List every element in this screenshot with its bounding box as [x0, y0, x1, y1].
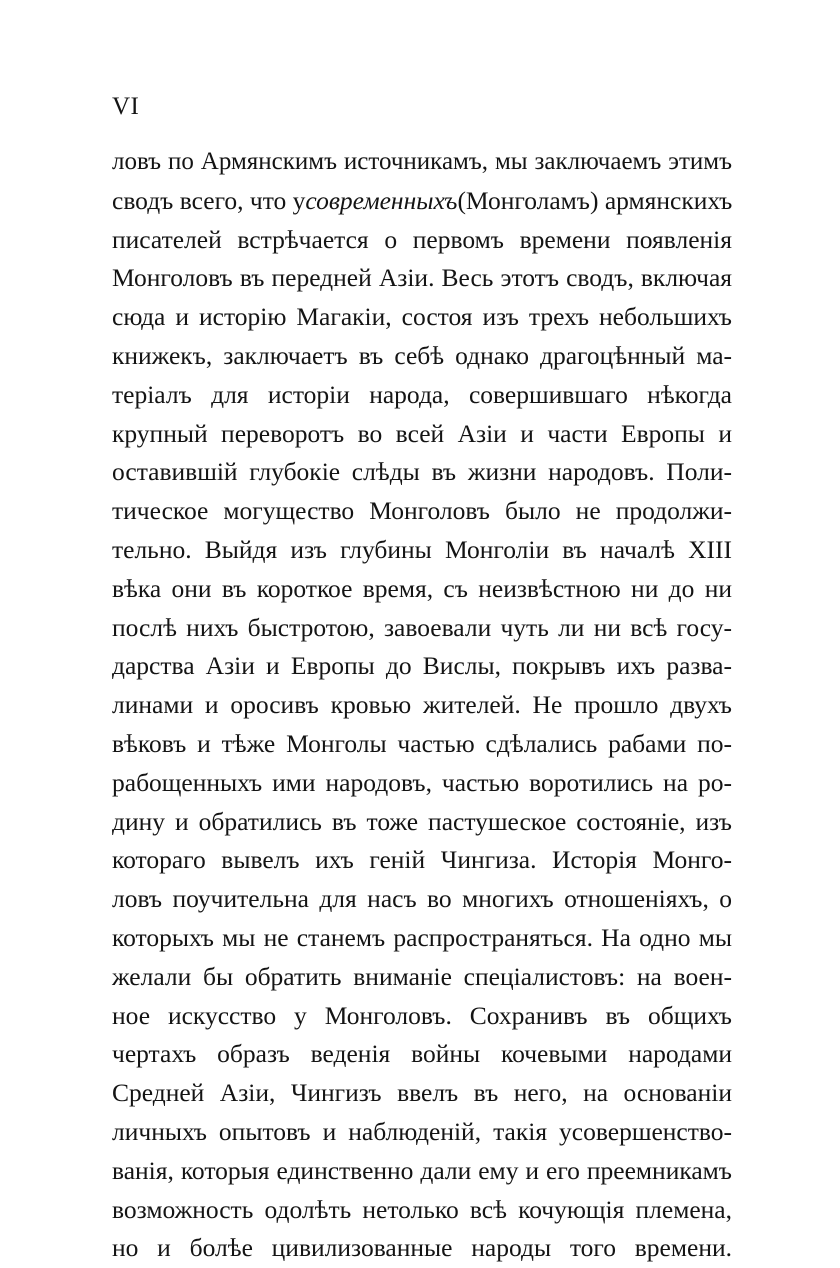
text-line	[112, 182, 732, 221]
text-line: писателей встрѣчается о первомъ времени появленія	[112, 224, 732, 254]
text-line: ванія, которыя единственно дали ему и его преемникамъ	[112, 1155, 732, 1185]
text-line: ное искусство у Монголовъ. Сохранивъ въ общихъ	[112, 1000, 732, 1030]
text-line: ловъ поучительна для насъ во многихъ отношеніяхъ, о	[112, 884, 732, 914]
text-line: которыхъ мы не станемъ распространяться. На одно мы	[112, 922, 732, 952]
text-line: крупный переворотъ во всей Азіи и части Европы и	[112, 418, 732, 448]
body-text	[112, 143, 732, 1268]
text-line: линами и оросивъ кровью жителей. Не прошло двухъ	[112, 690, 732, 720]
text-line: ловъ по Армянскимъ источникамъ, мы заключаемъ этимъ	[112, 148, 732, 175]
text-line: вѣковъ и тѣже Монголы частью сдѣлались рабами по-	[112, 728, 732, 758]
text-line: тическое могущество Монголовъ было не продолжи-	[112, 496, 732, 526]
text-segment: (Монголамъ) армянскихъ	[457, 185, 733, 215]
text-line: рабощенныхъ ими народовъ, частью воротились на ро-	[112, 767, 732, 797]
page-number: VI	[112, 93, 140, 120]
text-line: оставившій глубокіе слѣды въ жизни народовъ. Поли-	[112, 457, 732, 487]
text-line: Монголовъ въ передней Азіи. Весь этотъ сводъ, включая	[112, 263, 732, 293]
text-line: сюда и исторію Магакіи, состоя изъ трехъ небольшихъ	[112, 302, 732, 332]
text-line: но и болѣе цивилизованные народы того времени.	[112, 1233, 732, 1263]
text-line: послѣ нихъ быстротою, завоевали чуть ли ни всѣ госу-	[112, 612, 732, 642]
text-line: котораго вывелъ ихъ геній Чингиза. Исторія Монго-	[112, 845, 732, 875]
text-line: желали бы обратить вниманіе спеціалистовъ: на воен-	[112, 961, 732, 991]
text-line: тельно. Выйдя изъ глубины Монголіи въ началѣ XIII	[112, 534, 732, 564]
text-line: личныхъ опытовъ и наблюденій, такія усовершенство-	[112, 1116, 732, 1146]
text-line: возможность одолѣть нетолько всѣ кочующія племена,	[112, 1194, 732, 1224]
text-line: теріалъ для исторіи народа, совершившаго нѣкогда	[112, 379, 732, 409]
text-segment: сводъ всего, что у	[112, 185, 306, 215]
italic-word: современныхъ	[305, 185, 458, 215]
text-line: Средней Азіи, Чингизъ ввелъ въ него, на основаніи	[112, 1078, 732, 1108]
text-line: вѣка они въ короткое время, съ неизвѣстною ни до ни	[112, 573, 732, 603]
text-line: чертахъ образъ веденія войны кочевыми народами	[112, 1039, 732, 1069]
text-line: дарства Азіи и Европы до Вислы, покрывъ ихъ разва-	[112, 651, 732, 681]
text-line: дину и обратились въ тоже пастушеское состояніе, изъ	[112, 806, 732, 836]
text-line: книжекъ, заключаетъ въ себѣ однако драгоцѣнный ма-	[112, 340, 732, 370]
